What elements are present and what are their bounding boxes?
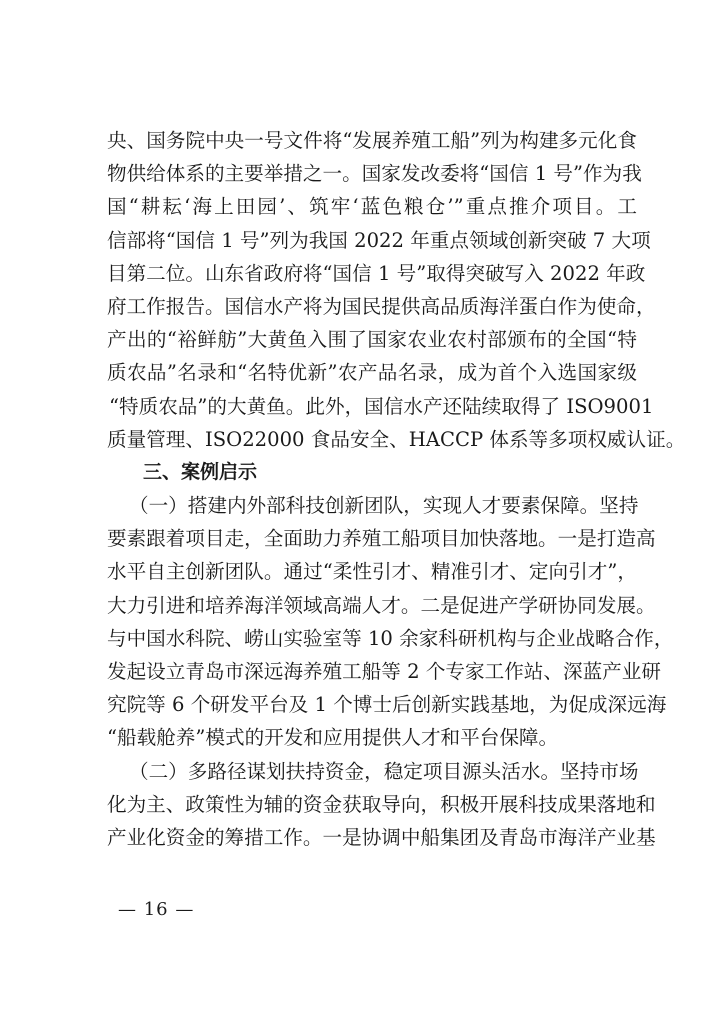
text-line: 国“耕耘‘海上田园’、筑牢‘蓝色粮仓’”重点推介项目。工 <box>107 195 637 219</box>
text-line: 与中国水科院、崂山实验室等 10 余家科研机构与企业战略合作， <box>107 626 674 650</box>
text-line: 产出的“裕鲜舫”大黄鱼入围了国家农业农村部颁布的全国“特 <box>107 328 637 352</box>
text-line: 质量管理、ISO22000 食品安全、HACCP 体系等多项权威认证。 <box>107 427 686 451</box>
section-heading: 三、案例启示 <box>143 460 258 483</box>
text-line: 化为主、政策性为辅的资金获取导向，积极开展科技成果落地和 <box>107 792 656 816</box>
text-line: 水平自主创新团队。通过“柔性引才、精准引才、定向引才”， <box>107 560 637 584</box>
body-text <box>107 124 686 854</box>
paragraph-lead-line: （二）多路径谋划扶持资金，稳定项目源头活水。坚持市场 <box>129 759 639 783</box>
text-line: 产业化资金的筹措工作。一是协调中船集团及青岛市海洋产业基 <box>107 825 656 849</box>
text-line: “特质农品”的大黄鱼。此外，国信水产还陆续取得了 ISO9001 <box>109 394 654 418</box>
text-line: 质农品”名录和“名特优新”农产品名录，成为首个入选国家级 <box>107 361 637 385</box>
text-line: 发起设立青岛市深远海养殖工船等 2 个专家工作站、深蓝产业研 <box>107 660 661 683</box>
text-line: 大力引进和培养海洋领域高端人才。二是促进产学研协同发展。 <box>107 593 656 617</box>
page-number: — 16 — <box>118 899 195 920</box>
text-line: 究院等 6 个研发平台及 1 个博士后创新实践基地，为促成深远海 <box>107 693 667 717</box>
text-line: 府工作报告。国信水产将为国民提供高品质海洋蛋白作为使命， <box>107 294 656 318</box>
paragraph-lead-line: （一）搭建内外部科技创新团队，实现人才要素保障。坚持 <box>129 494 639 518</box>
text-line: 央、国务院中央一号文件将“发展养殖工船”列为构建多元化食 <box>107 129 637 152</box>
text-line: 要素跟着项目走，全面助力养殖工船项目加快落地。一是打造高 <box>107 527 656 551</box>
text-line: 信部将“国信 1 号”列为我国 2022 年重点领域创新突破 7 大项 <box>107 228 651 252</box>
text-line: 物供给体系的主要举措之一。国家发改委将“国信 1 号”作为我 <box>107 162 642 186</box>
text-line: “船载舱养”模式的开发和应用提供人才和平台保障。 <box>107 726 559 750</box>
text-line: 目第二位。山东省政府将“国信 1 号”取得突破写入 2022 年政 <box>107 261 646 285</box>
